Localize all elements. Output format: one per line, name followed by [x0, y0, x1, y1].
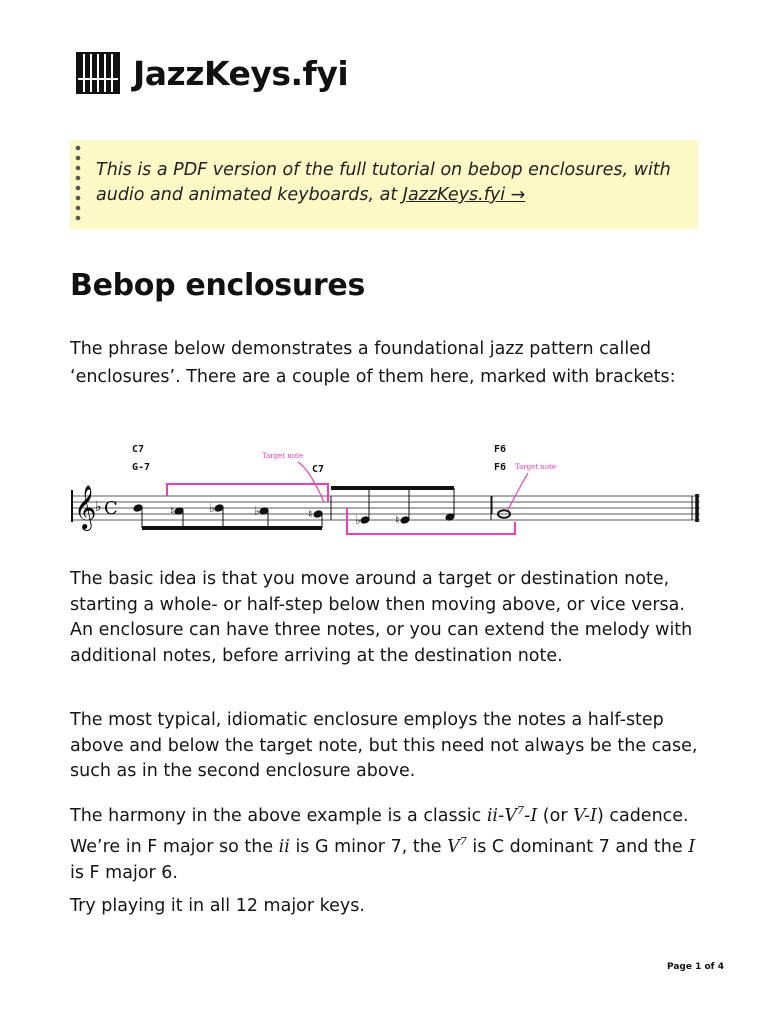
- natural-sign: ♮: [170, 504, 175, 518]
- natural-sign: ♮: [308, 507, 313, 521]
- target-note-label: Target note: [262, 452, 303, 460]
- piano-keys-icon: [76, 52, 120, 94]
- roman-numeral-i: I: [688, 837, 696, 858]
- text-span: The harmony in the above example is a classic: [70, 805, 487, 826]
- typical-enclosure-paragraph: The most typical, idiomatic enclosure employs the notes a half-step above and below the target note, but this need not always be the case, such as in the second enclosure above.: [70, 710, 698, 781]
- intro-paragraph: The phrase below demonstrates a foundational jazz pattern called ‘enclosures’. There are a couple of them here, marked with brackets:: [70, 339, 676, 387]
- roman-numeral-v: $V^7$: [504, 804, 524, 826]
- chord-symbol: G-7: [132, 462, 151, 473]
- roman-numeral-ii: ii: [278, 837, 290, 858]
- note-head: [313, 510, 323, 519]
- roman-numeral-v-i: V-I: [573, 805, 597, 826]
- treble-clef-icon: 𝄞: [74, 485, 97, 529]
- site-name: JazzKeys.fyi: [133, 53, 349, 93]
- pdf-notice-callout: [70, 140, 698, 229]
- page-number: Page 1 of 4: [667, 962, 724, 972]
- chord-symbol: F6: [494, 444, 507, 455]
- text-span: is G minor 7, the: [289, 837, 448, 858]
- chord-symbol: C7: [132, 444, 145, 455]
- note-head: [133, 504, 143, 513]
- text-span: (or: [537, 805, 574, 826]
- flat-sign: ♭: [254, 504, 260, 518]
- staff-lines: [72, 496, 700, 520]
- key-signature-flat: ♭: [95, 499, 102, 515]
- site-logo[interactable]: [76, 52, 348, 94]
- tutorial-link[interactable]: JazzKeys.fyi →: [402, 185, 526, 205]
- target-note-label: Target note: [515, 463, 556, 471]
- text-span: -: [498, 805, 505, 826]
- flat-sign: ♭: [209, 501, 215, 515]
- chord-symbol: C7: [312, 464, 325, 475]
- note-head: [214, 504, 224, 513]
- explanation-paragraph: The basic idea is that you move around a target or destination note, starting a whole- or half-step below then moving above, or vice versa. An enclosure can have three notes, or you can extend the melody with additional notes, before arriving at the destination note.: [70, 569, 693, 666]
- music-score: [66, 438, 706, 540]
- roman-numeral-ii: ii: [486, 805, 499, 826]
- natural-sign: ♮: [395, 513, 400, 527]
- harmony-paragraph: [70, 798, 710, 886]
- text-span: ) cadence. We’re in F major so the: [70, 805, 689, 858]
- flat-sign: ♭: [355, 513, 361, 527]
- roman-numeral-v: $V^7$: [447, 835, 467, 858]
- enclosure-bracket-2: [347, 508, 515, 534]
- time-signature: C: [104, 498, 118, 519]
- target-pointer: [508, 473, 528, 510]
- roman-numeral-i: I: [530, 805, 538, 826]
- note-head: [360, 516, 370, 525]
- callout-text: This is a PDF version of the full tutorial on bebop enclosures, with audio and animated keyboards, at: [96, 160, 671, 205]
- text-span: is C dominant 7 and the: [466, 837, 689, 858]
- enclosure-bracket-1: [167, 484, 328, 502]
- chord-symbol: F6: [494, 462, 507, 473]
- practice-paragraph: Try playing it in all 12 major keys.: [70, 896, 365, 916]
- note-head: [400, 516, 410, 525]
- dotted-border-icon: [75, 144, 81, 226]
- text-span: -: [523, 805, 531, 826]
- text-span: is F major 6.: [70, 862, 178, 883]
- page-title: Bebop enclosures: [70, 268, 366, 303]
